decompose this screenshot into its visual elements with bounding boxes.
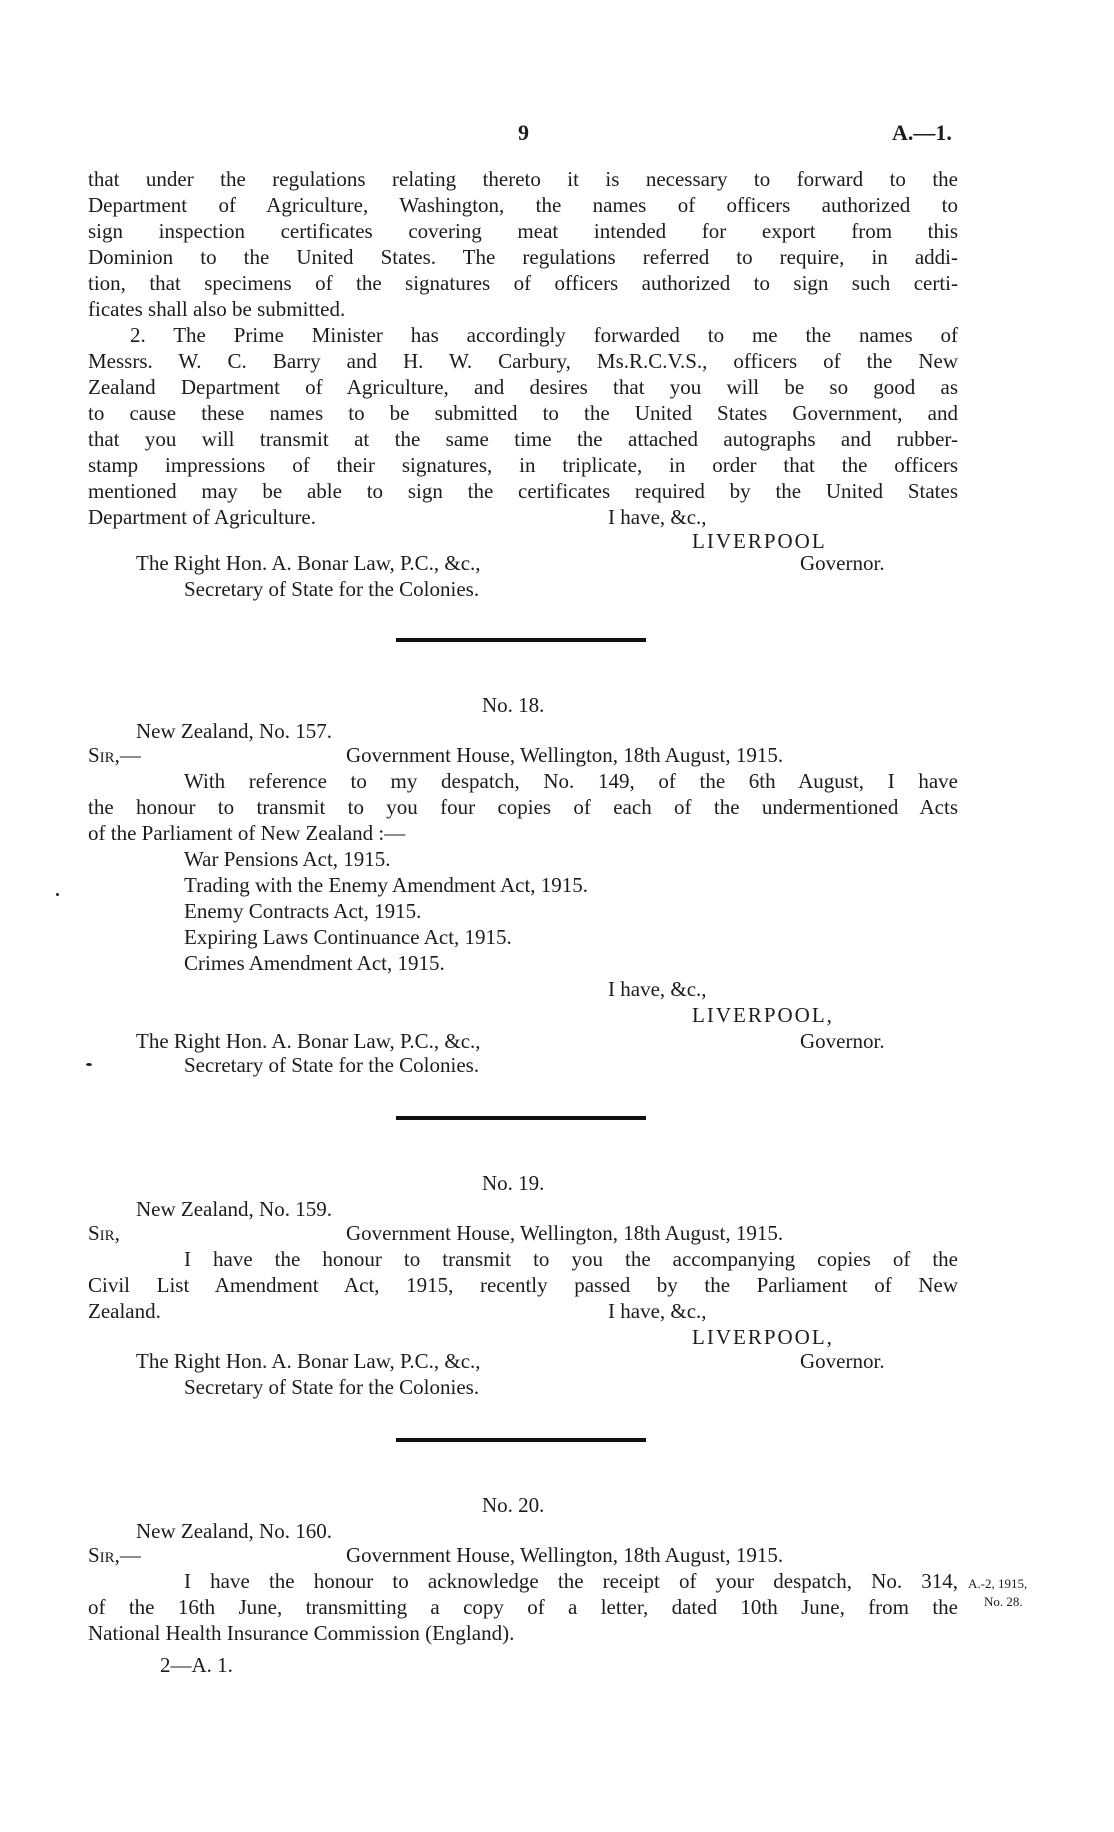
salutation: Sir,— (88, 743, 141, 767)
text-line: that under the regulations relating thereto it is necessary to forward to the (88, 167, 958, 191)
signature: LIVERPOOL, (692, 1325, 834, 1349)
section-divider (396, 638, 646, 642)
text-line: 2. The Prime Minister has accordingly forwarded to me the names of (130, 323, 958, 347)
scan-speck (56, 893, 59, 896)
despatch-number: No. 18. (482, 693, 545, 717)
text-line: that you will transmit at the same time the attached autographs and rubber- (88, 427, 958, 451)
text-line: With reference to my despatch, No. 149, of the 6th August, I have (184, 769, 958, 793)
list-item: Enemy Contracts Act, 1915. (184, 899, 422, 923)
signer-title: Governor. (800, 1349, 885, 1373)
text-line: the honour to transmit to you four copies of each of the undermentioned Acts (88, 795, 958, 819)
despatch-reference: New Zealand, No. 157. (136, 719, 332, 743)
text-line: stamp impressions of their signatures, in triplicate, in order that the officers (88, 453, 958, 477)
addressee-title: Secretary of State for the Colonies. (184, 1375, 480, 1399)
salutation: Sir,— (88, 1543, 141, 1567)
text-line: I have the honour to acknowledge the receipt of your despatch, No. 314, (184, 1569, 958, 1593)
addressee-title: Secretary of State for the Colonies. (184, 577, 480, 601)
page-number: 9 (518, 120, 529, 145)
text-line: of the 16th June, transmitting a copy of a letter, dated 10th June, from the (88, 1595, 958, 1619)
signer-title: Governor. (800, 1029, 885, 1053)
text-line: to cause these names to be submitted to the United States Government, and (88, 401, 958, 425)
addressee: The Right Hon. A. Bonar Law, P.C., &c., (136, 551, 481, 575)
margin-note-line: A.-2, 1915, (968, 1576, 1028, 1591)
document-reference: A.—1. (892, 120, 952, 145)
text-line: Department of Agriculture, Washington, the names of officers authorized to (88, 193, 958, 217)
scan-speck (86, 1063, 92, 1066)
text-line: tion, that specimens of the signatures of officers authorized to sign such certi- (88, 271, 958, 295)
dateline: Government House, Wellington, 18th August, 1915. (346, 743, 784, 767)
signature: LIVERPOOL, (692, 1003, 834, 1027)
signature-mark: 2—A. 1. (160, 1653, 233, 1677)
text-line: Civil List Amendment Act, 1915, recently passed by the Parliament of New (88, 1273, 958, 1297)
dateline: Government House, Wellington, 18th August, 1915. (346, 1221, 784, 1245)
closing: I have, &c., (608, 977, 707, 1001)
closing: I have, &c., (608, 1299, 707, 1323)
text-line: National Health Insurance Commission (England). (88, 1621, 515, 1645)
text-line: sign inspection certificates covering meat intended for export from this (88, 219, 958, 243)
list-item: War Pensions Act, 1915. (184, 847, 391, 871)
text-line: Messrs. W. C. Barry and H. W. Carbury, Ms.R.C.V.S., officers of the New (88, 349, 958, 373)
margin-note-line: No. 28. (984, 1594, 1023, 1609)
section-divider (396, 1438, 646, 1442)
signature: LIVERPOOL (692, 529, 827, 553)
addressee: The Right Hon. A. Bonar Law, P.C., &c., (136, 1349, 481, 1373)
text-line: mentioned may be able to sign the certificates required by the United States (88, 479, 958, 503)
salutation: Sir, (88, 1221, 120, 1245)
despatch-number: No. 20. (482, 1493, 545, 1517)
text-line: ficates shall also be submitted. (88, 297, 346, 321)
text-line: Dominion to the United States. The regulations referred to require, in addi- (88, 245, 958, 269)
addressee: The Right Hon. A. Bonar Law, P.C., &c., (136, 1029, 481, 1053)
closing: I have, &c., (608, 505, 707, 529)
text-line: I have the honour to transmit to you the accompanying copies of the (184, 1247, 958, 1271)
despatch-reference: New Zealand, No. 159. (136, 1197, 332, 1221)
section-divider (396, 1116, 646, 1120)
text-line: Zealand. (88, 1299, 161, 1323)
text-line: Department of Agriculture. (88, 505, 317, 529)
addressee-title: Secretary of State for the Colonies. (184, 1053, 480, 1077)
list-item: Trading with the Enemy Amendment Act, 1915. (184, 873, 589, 897)
despatch-reference: New Zealand, No. 160. (136, 1519, 332, 1543)
dateline: Government House, Wellington, 18th August, 1915. (346, 1543, 784, 1567)
despatch-number: No. 19. (482, 1171, 545, 1195)
text-line: Zealand Department of Agriculture, and desires that you will be so good as (88, 375, 958, 399)
list-item: Crimes Amendment Act, 1915. (184, 951, 445, 975)
text-line: of the Parliament of New Zealand :— (88, 821, 406, 845)
list-item: Expiring Laws Continuance Act, 1915. (184, 925, 512, 949)
signer-title: Governor. (800, 551, 885, 575)
